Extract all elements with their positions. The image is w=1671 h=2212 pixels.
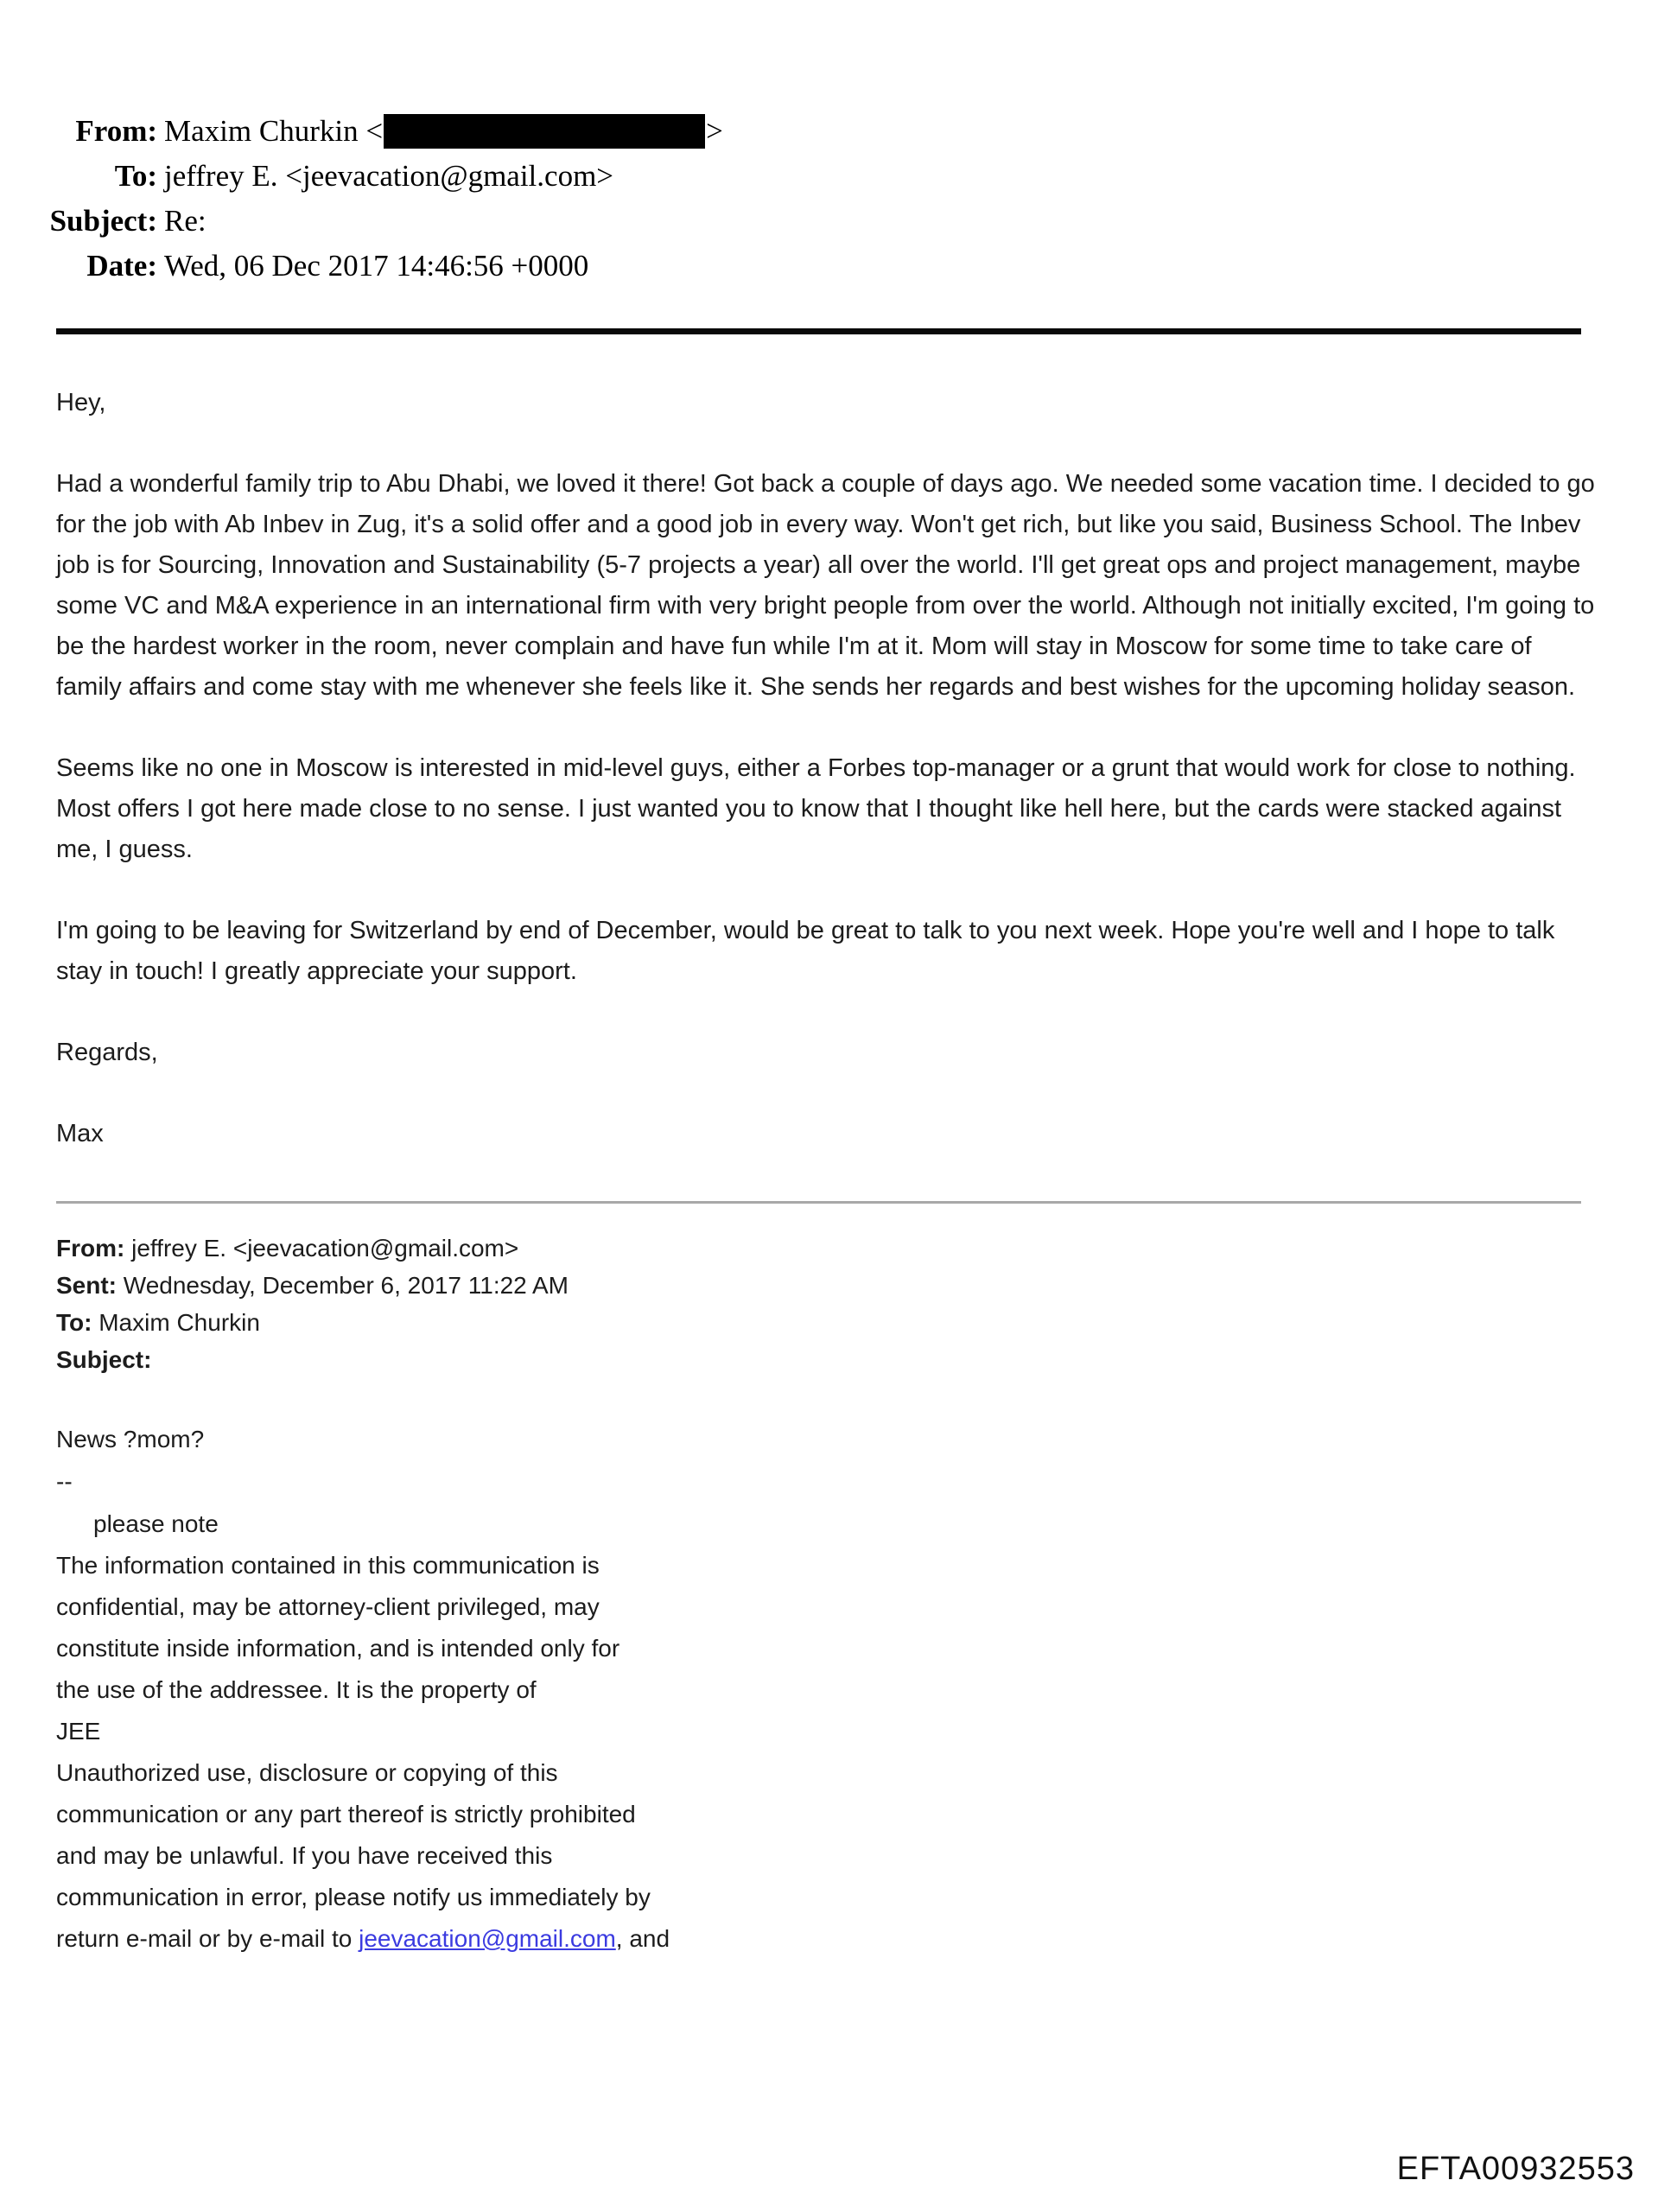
greeting-text: Hey, <box>56 389 106 416</box>
disclaimer-line: communication in error, please notify us immediately by <box>56 1884 651 1910</box>
quoted-header-row-from <box>56 1230 1595 1267</box>
disclaimer-line: and may be unlawful. If you have received this <box>56 1842 553 1869</box>
quoted-from-value: jeffrey E. <jeevacation@gmail.com> <box>124 1235 519 1262</box>
header-row-subject <box>0 199 1671 244</box>
header-divider <box>56 328 1581 334</box>
email-header <box>0 109 1671 289</box>
from-label: From: <box>75 114 157 148</box>
disclaimer-line: Unauthorized use, disclosure or copying of this <box>56 1759 558 1786</box>
from-value-prefix: Maxim Churkin < <box>164 114 384 148</box>
quoted-subject-label: Subject: <box>56 1346 152 1373</box>
header-row-from <box>0 109 1671 154</box>
quoted-body-line: News ?mom? <box>56 1426 205 1452</box>
header-row-date <box>0 244 1671 289</box>
quoted-email-divider <box>56 1201 1581 1204</box>
subject-value: Re: <box>164 204 206 238</box>
disclaimer-final-line <box>56 1918 670 1960</box>
quoted-sent-label: Sent: <box>56 1272 117 1299</box>
confidentiality-disclaimer <box>56 1545 670 1960</box>
quoted-header-row-to <box>56 1304 1595 1341</box>
from-value <box>164 109 1671 154</box>
quoted-from-label: From: <box>56 1235 125 1262</box>
disclaimer-line: JEE <box>56 1718 101 1745</box>
header-row-to <box>0 154 1671 199</box>
signoff-text: Regards, <box>56 1039 158 1066</box>
body-paragraph: I'm going to be leaving for Switzerland by end of December, would be great to talk to you next week. Hope you're well and I hope to talk stay in touch! I greatly appreciate your support. <box>56 917 1555 985</box>
signature-text: Max <box>56 1120 104 1147</box>
to-value: jeffrey E. <jeevacation@gmail.com> <box>164 159 614 193</box>
quoted-to-label: To: <box>56 1309 92 1336</box>
redaction-box <box>384 114 705 149</box>
quoted-header-row-sent <box>56 1267 1595 1304</box>
disclaimer-line: The information contained in this communication is <box>56 1552 600 1579</box>
please-note-line: please note <box>93 1510 219 1537</box>
quoted-header-row-subject <box>56 1341 1595 1378</box>
email-body <box>56 383 1595 1154</box>
quoted-body <box>56 1418 1595 1960</box>
quoted-email <box>56 1230 1595 1960</box>
disclaimer-final-after: , and <box>615 1925 670 1952</box>
disclaimer-line: constitute inside information, and is intended only for <box>56 1635 620 1662</box>
bates-number: EFTA00932553 <box>1396 2151 1635 2187</box>
date-label: Date: <box>86 249 157 283</box>
disclaimer-line: the use of the addressee. It is the property of <box>56 1676 537 1703</box>
to-label: To: <box>114 159 157 193</box>
date-value: Wed, 06 Dec 2017 14:46:56 +0000 <box>164 249 589 283</box>
disclaimer-line: communication or any part thereof is strictly prohibited <box>56 1801 636 1827</box>
signature-separator: -- <box>56 1468 73 1495</box>
body-paragraph: Seems like no one in Moscow is interested in mid-level guys, either a Forbes top-manager or a grunt that would work for close to nothing. Most offers I got here made close to no sense. I just wanted you to know that I thought like hell here, but the cards were stacked against me, I guess. <box>56 754 1576 863</box>
disclaimer-final-before: return e-mail or by e-mail to <box>56 1925 359 1952</box>
subject-label: Subject: <box>49 204 157 238</box>
disclaimer-line: confidential, may be attorney-client privileged, may <box>56 1593 600 1620</box>
from-value-suffix: > <box>706 114 723 148</box>
quoted-sent-value: Wednesday, December 6, 2017 11:22 AM <box>117 1272 569 1299</box>
email-link[interactable]: jeevacation@gmail.com <box>359 1925 616 1952</box>
body-paragraph: Had a wonderful family trip to Abu Dhabi, we loved it there! Got back a couple of days ago. We needed some vacation time. I decided to go for the job with Ab Inbev in Zug, it's a solid offer and a good job in every way. Won't get rich, but like you said, Business School. The Inbev job is for Sourcing, Innovation and Sustainability (5-7 projects a year) all over the world. I'll get great ops and project management, maybe some VC and M&A experience in an international firm with very bright people from over the world. Although not initially excited, I'm going to be the hardest worker in the room, never complain and have fun while I'm at it. Mom will stay in Moscow for some time to take care of family affairs and come stay with me whenever she feels like it. She sends her regards and best wishes for the upcoming holiday season. <box>56 470 1595 701</box>
quoted-to-value: Maxim Churkin <box>92 1309 260 1336</box>
